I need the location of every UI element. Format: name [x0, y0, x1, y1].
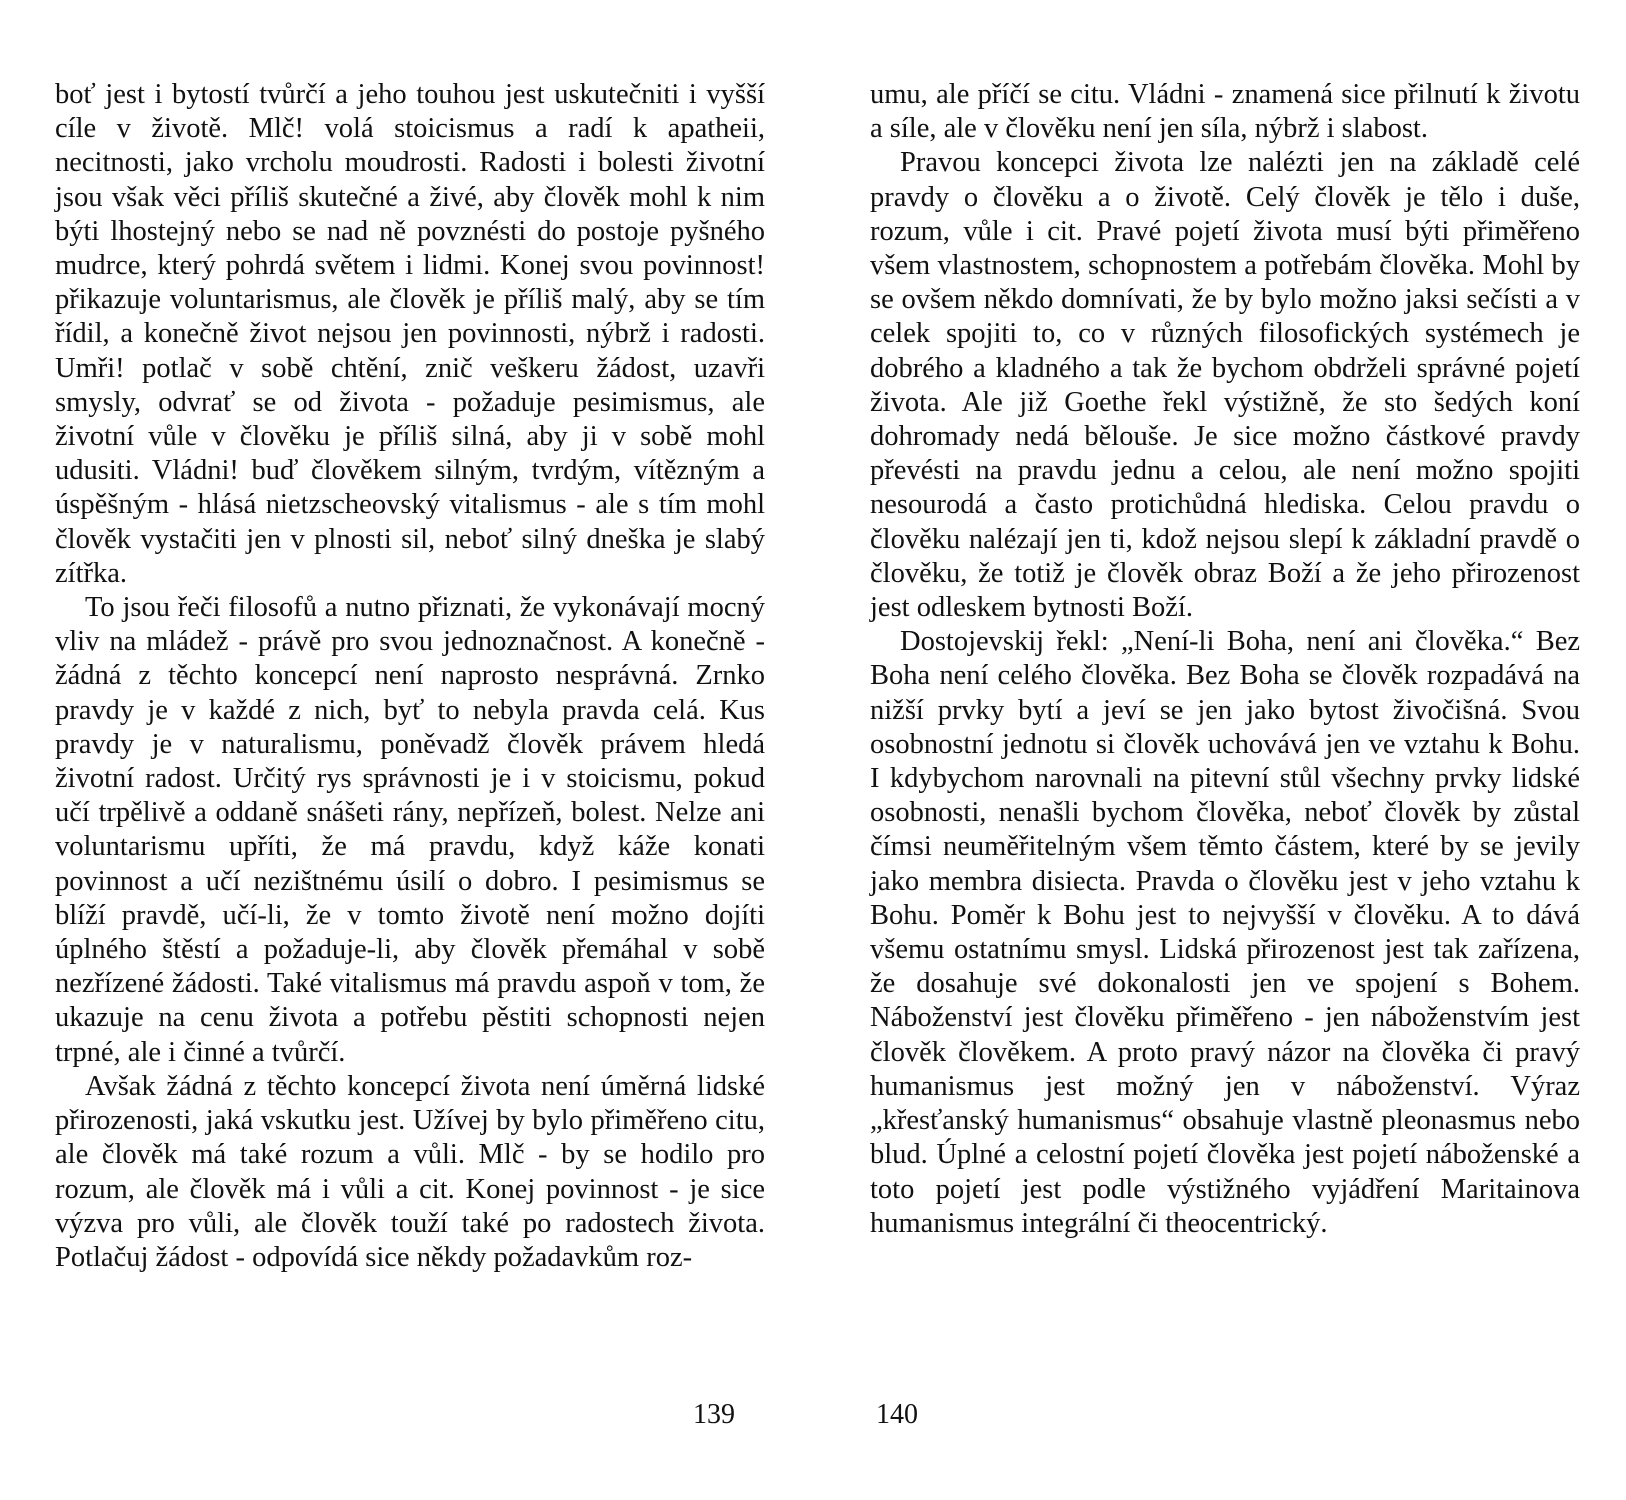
paragraph: Avšak žádná z těchto koncepcí života není úměrná lidské přirozenosti, jaká vskutku jest. Užívej by bylo přiměřeno citu, ale člověk má také rozum a vůli. Mlč - by se hodilo pro rozum, ale člověk má i vůli a cit. Konej povinnost - je sice výzva pro vůli, ale člověk touží také po radostech života. Potlačuj žádost - odpovídá sice někdy požadavkům roz-: [55, 1070, 765, 1273]
page-number-left: 139: [693, 1399, 735, 1430]
right-page: [870, 78, 1580, 1241]
paragraph: Pravou koncepci života lze nalézti jen na základě celé pravdy o člověku a o životě. Celý člověk je tělo i duše, rozum, vůle i cit. Pravé pojetí života musí býti přiměřeno všem vlastnostem, schopnostem a potřebám člověka. Mohl by se ovšem někdo domnívati, že by bylo možno jaksi sečísti a v celek spojiti to, co v různých filosofických systémech je dobrého a kladného a tak že bychom obdrželi správné pojetí života. Ale již Goethe řekl výstižně, že sto šedých koní dohromady nedá bělouše. Je sice možno částkové pravdy převésti na pravdu jednu a celou, ale není možno spojiti nesourodá a často protichůdná hlediska. Celou pravdu o člověku nalézají jen ti, kdož nejsou slepí k základní pravdě o člověku, že totiž je člověk obraz Boží a že jeho přirozenost jest odleskem bytnosti Boží.: [870, 147, 1580, 624]
left-page-text: [55, 78, 765, 1275]
paragraph: Dostojevskij řekl: „Není-li Boha, není ani člověka.“ Bez Boha není celého člověka. Bez Boha se člověk rozpadává na nižší prvky bytí a jeví se jen jako bytost živočišná. Svou osobnostní jednotu si člověk uchovává jen ve vztahu k Bohu. I kdybychom narovnali na pitevní stůl všechny prvky lidské osobnosti, nenašli bychom člověka, neboť člověk by zůstal čímsi neuměřitelným všem těmto částem, které by se jevily jako membra disiecta. Pravda o člověku jest v jeho vztahu k Bohu. Poměr k Bohu jest to nejvyšší v člověku. A to dává všemu ostatnímu smysl. Lidská přirozenost jest tak zařízena, že dosahuje své dokonalosti jen ve spojení s Bohem. Náboženství jest člověku přiměřeno - jen náboženstvím jest člověk člověkem. A proto pravý názor na člověka či pravý humanismus jest možný jen v náboženství. Výraz „křesťanský humanismus“ obsahuje vlastně pleonasmus nebo blud. Úplné a celostní pojetí člověka jest pojetí náboženské a toto pojetí jest podle výstižného vyjádření Maritainova humanismus integrální či theocentrický.: [870, 626, 1580, 1239]
paragraph: boť jest i bytostí tvůrčí a jeho touhou jest uskutečniti i vyšší cíle v životě. Mlč! volá stoicismus a radí k apatheii, necitnosti, jako vrcholu moudrosti. Radosti i bolesti životní jsou však věci příliš skutečné a živé, aby člověk mohl k nim býti lhostejný nebo se nad ně povznésti do postoje pyšného mudrce, který pohrdá světem i lidmi. Konej svou povinnost! přikazuje voluntarismus, ale člověk je příliš malý, aby se tím řídil, a konečně život nejsou jen povinnosti, nýbrž i radosti. Umři! potlač v sobě chtění, znič veškeru žádost, uzavři smysly, odvrať se od života - požaduje pesimismus, ale životní vůle v člověku je příliš silná, aby ji v sobě mohl udusiti. Vládni! buď člověkem silným, tvrdým, vítězným a úspěšným - hlásá nietzscheovský vitalismus - ale s tím mohl člověk vystačiti jen v plnosti sil, neboť silný dneška je slabý zítřka.: [55, 79, 765, 589]
paragraph: umu, ale příčí se citu. Vládni - znamená sice přilnutí k životu a síle, ale v člověku není jen síla, nýbrž i slabost.: [870, 79, 1580, 145]
left-page: [55, 78, 765, 1275]
right-page-text: [870, 78, 1580, 1241]
page-number-right: 140: [876, 1399, 918, 1430]
paragraph: To jsou řeči filosofů a nutno přiznati, že vykonávají mocný vliv na mládež - právě pro svou jednoznačnost. A konečně - žádná z těchto koncepcí není naprosto nesprávná. Zrnko pravdy je v každé z nich, byť to nebyla pravda celá. Kus pravdy je v naturalismu, poněvadž člověk právem hledá životní radost. Určitý rys správnosti je i v stoicismu, pokud učí trpělivě a oddaně snášeti rány, nepřízeň, bolest. Nelze ani voluntarismu upříti, že má pravdu, když káže konati povinnost a učí nezištnému úsilí o dobro. I pesimismus se blíží pravdě, učí-li, že v tomto životě není možno dojíti úplného štěstí a požaduje-li, aby člověk přemáhal v sobě nezřízené žádosti. Také vitalismus má pravdu aspoň v tom, že ukazuje na cenu života a potřebu pěstiti schopnosti nejen trpné, ale i činné a tvůrčí.: [55, 592, 765, 1068]
